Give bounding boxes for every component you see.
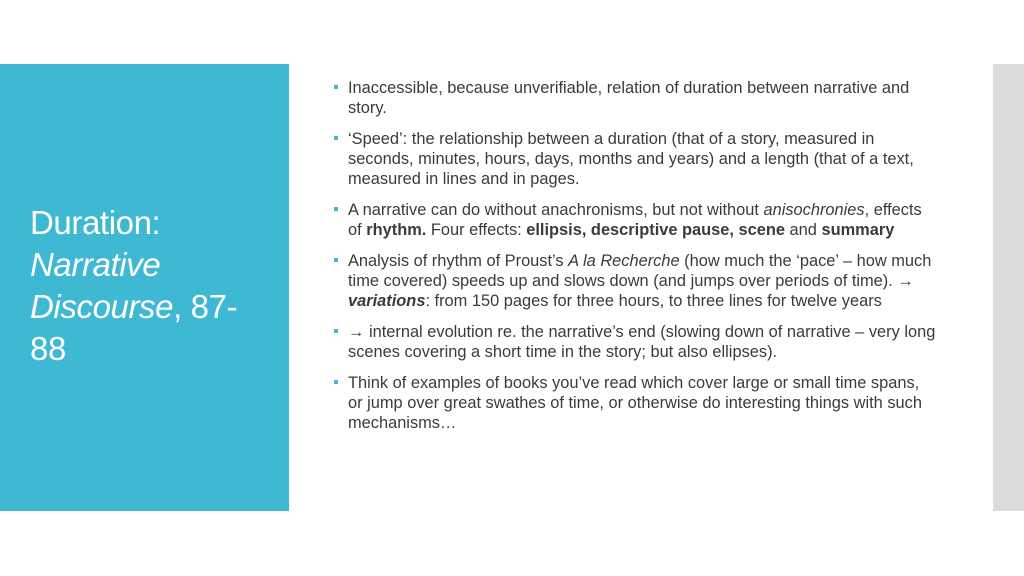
- bullet-4-italic-1: A la Recherche: [568, 252, 680, 270]
- bullet-item-5: [332, 322, 937, 362]
- bullet-4-bold-italic-1: variations: [348, 292, 426, 310]
- bullet-3-bold-1: rhythm.: [366, 221, 427, 239]
- bullet-3-bold-3: summary: [821, 221, 895, 239]
- bullet-3-text-2: , effects of: [348, 201, 922, 239]
- square-bullet-icon: [334, 380, 338, 384]
- title-line-1: Duration:: [30, 204, 161, 241]
- bullet-item-6: [332, 373, 937, 433]
- bullet-3-text-3: Four effects:: [426, 221, 527, 239]
- bullet-item-3: [332, 200, 937, 240]
- right-arrow-icon: →: [897, 272, 914, 290]
- bullet-4-text-1: Analysis of rhythm of Proust’s: [348, 252, 569, 270]
- bullet-6-text: Think of examples of books you’ve read which cover large or small time spans, or jump over great swathes of time, or otherwise do interesting things with such mechanisms…: [348, 374, 922, 432]
- title-line-3: [30, 286, 280, 328]
- title-line-3-rest: , 87-: [173, 288, 238, 325]
- bullet-item-4: [332, 251, 937, 311]
- square-bullet-icon: [334, 207, 338, 211]
- bullet-4-text-4: : from 150 pages for three hours, to three lines for twelve years: [425, 292, 882, 310]
- bullet-1-text: Inaccessible, because unverifiable, relation of duration between narrative and story.: [348, 79, 910, 117]
- bullet-3-italic-1: anisochronies: [763, 201, 865, 219]
- right-decorative-bar: [993, 64, 1024, 511]
- bullet-3-text-1: A narrative can do without anachronisms, but not without: [348, 201, 764, 219]
- square-bullet-icon: [334, 136, 338, 140]
- bullet-2-text: ‘Speed’: the relationship between a duration (that of a story, measured in seconds, minutes, hours, days, months and years) and a length (that of a text, measured in lines and in pages.: [348, 130, 914, 188]
- square-bullet-icon: [334, 258, 338, 262]
- square-bullet-icon: [334, 85, 338, 89]
- square-bullet-icon: [334, 329, 338, 333]
- bullet-3-bold-2: ellipsis, descriptive pause, scene: [526, 221, 785, 239]
- right-arrow-icon: →: [348, 323, 365, 341]
- bullet-3-text-4: and: [785, 221, 822, 239]
- title-line-2: Narrative: [30, 246, 161, 283]
- slide-title: [30, 202, 280, 370]
- bullet-item-2: [332, 129, 937, 189]
- title-line-4: 88: [30, 330, 66, 367]
- bullet-list: [332, 78, 937, 444]
- bullet-4-text-2: (how much the ‘pace’ – how much time covered) speeds up and slows down (and jumps over periods of time).: [348, 252, 932, 290]
- bullet-5-text-1: internal evolution re. the narrative’s end (slowing down of narrative – very long scenes covering a short time in the story; but also ellipses).: [348, 323, 936, 361]
- title-line-3-italic: Discourse: [30, 288, 174, 325]
- bullet-item-1: [332, 78, 937, 118]
